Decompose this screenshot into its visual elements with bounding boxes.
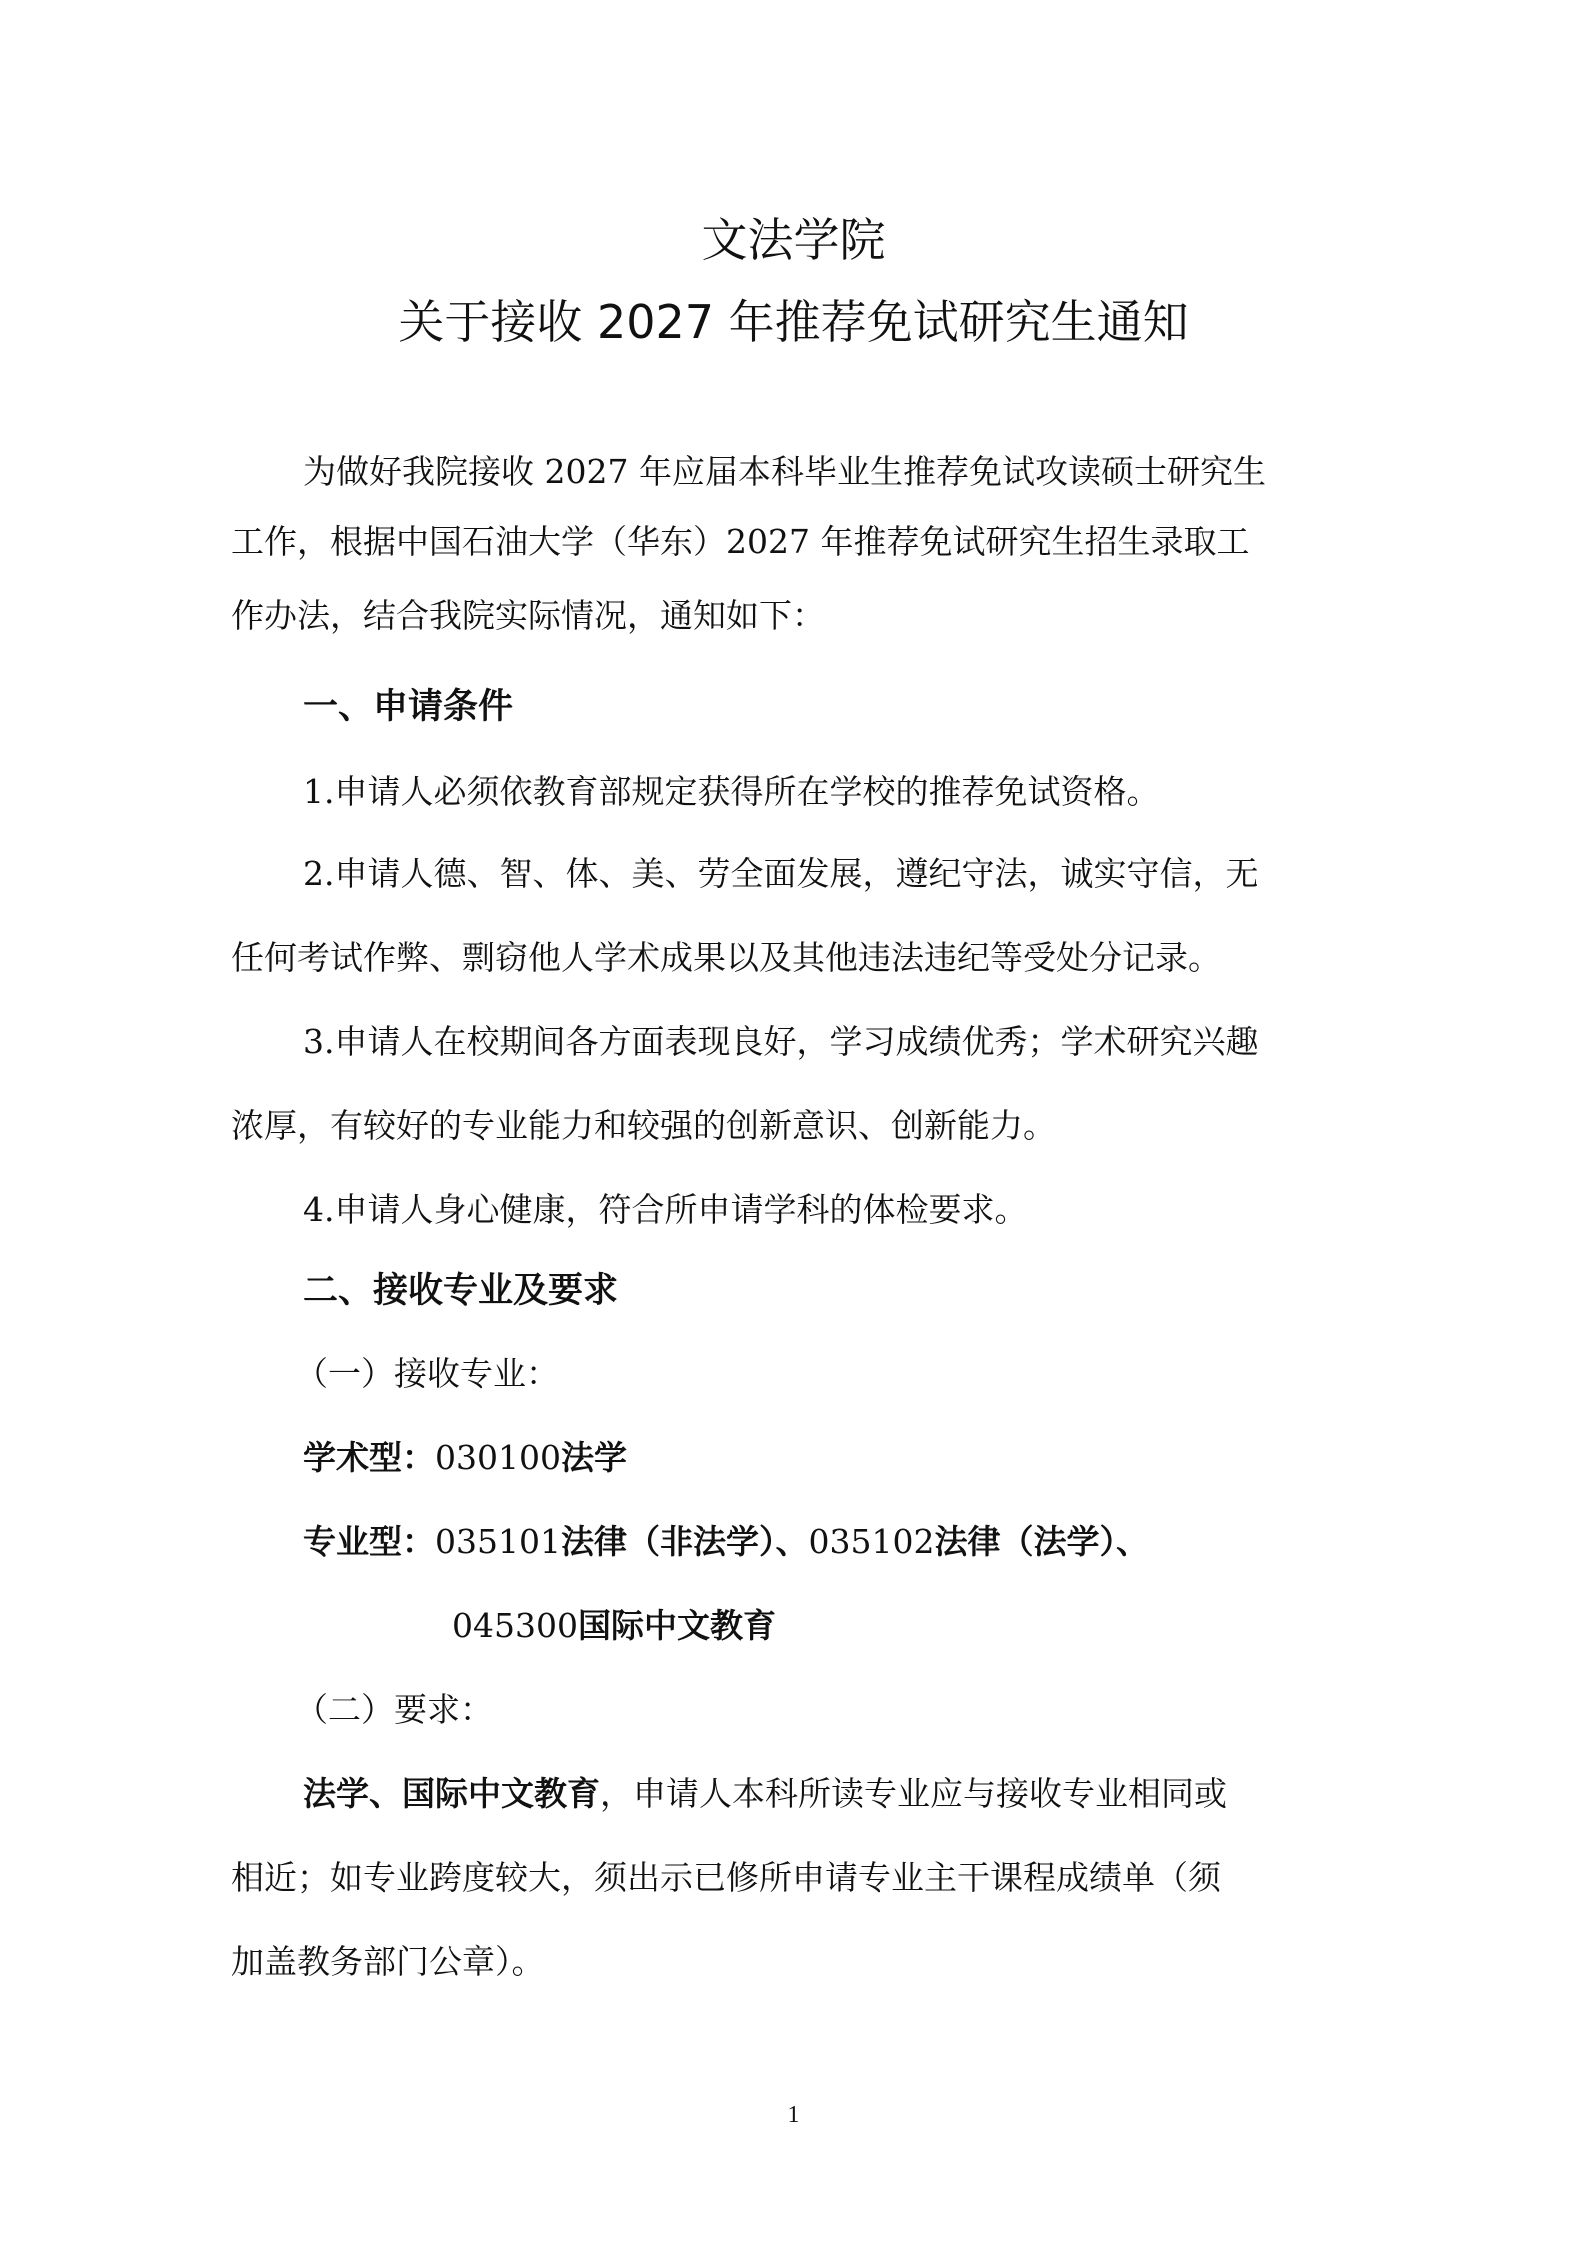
requirement-line-1 bbox=[303, 1772, 1227, 1816]
condition-item-2-line-2: 任何考试作弊、剽窃他人学术成果以及其他违法违纪等受处分记录。 bbox=[231, 938, 1221, 977]
professional-major-row bbox=[303, 1520, 1149, 1564]
requirement-line-2: 相近；如专业跨度较大，须出示已修所申请专业主干课程成绩单（须 bbox=[231, 1858, 1221, 1897]
condition-item-1: 1.申请人必须依教育部规定获得所在学校的推荐免试资格。 bbox=[303, 772, 1160, 811]
professional-code-3: 045300 bbox=[452, 1606, 578, 1645]
condition-item-3-line-1: 3.申请人在校期间各方面表现良好，学习成绩优秀；学术研究兴趣 bbox=[303, 1022, 1259, 1061]
intro-line-2: 工作，根据中国石油大学（华东）2027 年推荐免试研究生招生录取工 bbox=[231, 522, 1250, 561]
professional-code-1: 035101 bbox=[435, 1522, 561, 1561]
academic-major-row bbox=[303, 1436, 627, 1480]
academic-code: 030100 bbox=[435, 1438, 561, 1477]
condition-item-4: 4.申请人身心健康，符合所申请学科的体检要求。 bbox=[303, 1190, 1028, 1229]
requirement-line-1-rest: ，申请人本科所读专业应与接收专业相同或 bbox=[600, 1774, 1227, 1813]
intro-line-1: 为做好我院接收 2027 年应届本科毕业生推荐免试攻读硕士研究生 bbox=[303, 452, 1266, 491]
professional-label: 专业型： bbox=[303, 1522, 435, 1561]
requirement-majors: 法学、国际中文教育 bbox=[303, 1774, 600, 1813]
subsection-1-heading: （一）接收专业： bbox=[295, 1354, 559, 1393]
condition-item-2-line-1: 2.申请人德、智、体、美、劳全面发展，遵纪守法，诚实守信，无 bbox=[303, 854, 1259, 893]
intro-line-3: 作办法，结合我院实际情况，通知如下： bbox=[231, 596, 825, 635]
subsection-2-heading: （二）要求： bbox=[295, 1690, 493, 1729]
academic-label: 学术型： bbox=[303, 1438, 435, 1477]
professional-name-3: 国际中文教育 bbox=[577, 1606, 776, 1645]
academic-name: 法学 bbox=[560, 1438, 627, 1477]
requirement-line-3: 加盖教务部门公章）。 bbox=[231, 1942, 545, 1981]
professional-name-2: 法律（法学）、 bbox=[934, 1522, 1149, 1561]
professional-name-1: 法律（非法学）、 bbox=[560, 1522, 809, 1561]
title-line-1: 文法学院 bbox=[701, 213, 886, 267]
title-line-2: 关于接收 2027 年推荐免试研究生通知 bbox=[398, 295, 1189, 349]
section-1-heading: 一、申请条件 bbox=[303, 687, 514, 727]
section-2-heading: 二、接收专业及要求 bbox=[303, 1271, 619, 1311]
condition-item-3-line-2: 浓厚，有较好的专业能力和较强的创新意识、创新能力。 bbox=[231, 1106, 1056, 1145]
professional-code-2: 035102 bbox=[808, 1522, 935, 1561]
professional-major-row-2 bbox=[452, 1604, 776, 1648]
page-number: 1 bbox=[787, 2102, 800, 2128]
